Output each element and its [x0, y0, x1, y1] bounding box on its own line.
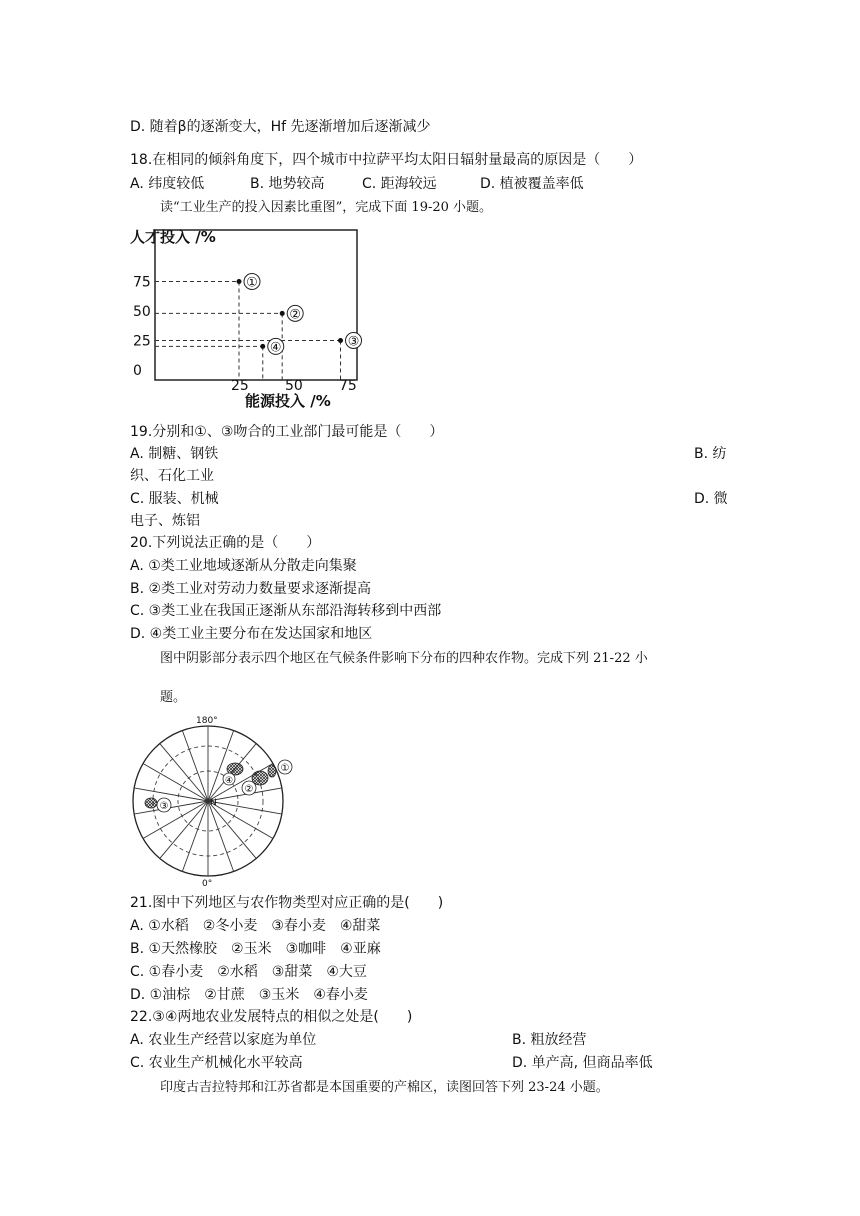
- point-label: ②: [289, 307, 302, 323]
- x-tick-label: 25: [231, 378, 249, 394]
- q18-option-d: D. 植被覆盖率低: [480, 176, 584, 192]
- q18-option-a: A. 纬度较低: [130, 176, 205, 192]
- q18-option-c: C. 距海较远: [362, 176, 437, 192]
- q20-option-a: A. ①类工业地域逐渐从分散走向集聚: [130, 558, 357, 574]
- q22-option-b: B. 粗放经营: [512, 1032, 587, 1048]
- point-label: ④: [269, 340, 282, 356]
- q18-option-b: B. 地势较高: [250, 176, 325, 192]
- y-tick-label: 75: [133, 274, 151, 291]
- q21-option-a: A. ①水稻 ②冬小麦 ③春小麦 ④甜菜: [130, 918, 381, 934]
- map-pole-label: N: [210, 798, 217, 808]
- data-point: [338, 338, 343, 343]
- q21-option-d: D. ①油棕 ②甘蔗 ③玉米 ④春小麦: [130, 987, 368, 1003]
- q22-stem: 22.③④两地农业发展特点的相似之处是( ): [130, 1009, 413, 1025]
- meridian-line: [182, 731, 208, 801]
- q20-option-d: D. ④类工业主要分布在发达国家和地区: [130, 626, 373, 642]
- q21-option-c: C. ①春小麦 ②水稻 ③甜菜 ④大豆: [130, 964, 367, 980]
- chart-points: [155, 274, 362, 381]
- chart-xlabel: 能源投入 /%: [245, 392, 331, 410]
- industry-input-chart: [125, 222, 365, 414]
- q17-option-d: D. 随着β的逐渐变大，Hf 先逐渐增加后逐渐减少: [130, 119, 431, 135]
- q20-option-b: B. ②类工业对劳动力数量要求逐渐提高: [130, 581, 372, 597]
- point-label: ③: [347, 334, 360, 350]
- intro-23-24: 印度古吉拉特邦和江苏省都是本国重要的产棉区，读图回答下列 23-24 小题。: [160, 1080, 609, 1095]
- map-label-4: ④: [224, 776, 234, 786]
- polar-crop-map: [126, 712, 296, 890]
- q19-stem: 19.分别和①、③吻合的工业部门最可能是（ ）: [130, 424, 444, 440]
- q19-option-c: C. 服装、机械: [130, 491, 219, 507]
- map-label-0: 0°: [202, 879, 213, 889]
- map-label-180: 180°: [196, 716, 218, 726]
- q22-option-d: D. 单产高, 但商品率低: [512, 1055, 653, 1071]
- map-label-1: ①: [280, 763, 290, 774]
- q19-option-b-part2: 织、石化工业: [130, 468, 214, 484]
- q20-stem: 20.下列说法正确的是（ ）: [130, 535, 321, 551]
- q21-option-b: B. ①天然橡胶 ②玉米 ③咖啡 ④亚麻: [130, 941, 381, 957]
- meridian-line: [182, 801, 208, 871]
- chart-ticks: [133, 275, 357, 395]
- chart-frame: [155, 230, 357, 380]
- q22-option-a: A. 农业生产经营以家庭为单位: [130, 1032, 317, 1048]
- x-tick-label: 50: [285, 378, 303, 394]
- q22-option-c: C. 农业生产机械化水平较高: [130, 1055, 303, 1071]
- intro-21-22-line2: 题。: [160, 690, 187, 705]
- y-tick-label: 50: [133, 304, 151, 320]
- x-tick-label: 75: [339, 378, 357, 394]
- q19-option-d-part1: D. 微: [694, 491, 728, 507]
- q19-option-d-part2: 电子、炼铝: [130, 513, 200, 529]
- map-label-2: ②: [244, 784, 254, 795]
- meridian-line: [208, 801, 256, 858]
- data-point: [260, 344, 265, 349]
- meridian-line: [208, 801, 234, 871]
- map-label-3: ③: [159, 801, 169, 812]
- crop-region-2: [252, 771, 268, 785]
- q18-stem: 18.在相同的倾斜角度下，四个城市中拉萨平均太阳日辐射量最高的原因是（ ）: [130, 152, 643, 168]
- chart-ylabel: 人才投入 /%: [130, 228, 216, 246]
- data-point: [237, 279, 242, 284]
- point-label: ①: [246, 275, 258, 291]
- y-tick-label: 0: [133, 363, 142, 379]
- intro-21-22-line1: 图中阴影部分表示四个地区在气候条件影响下分布的四种农作物。完成下列 21-22 小: [160, 651, 648, 666]
- q19-option-a: A. 制糖、钢铁: [130, 446, 219, 462]
- q20-option-c: C. ③类工业在我国正逐渐从东部沿海转移到中西部: [130, 603, 442, 619]
- y-tick-label: 25: [133, 333, 151, 350]
- q19-option-b-part1: B. 纺: [694, 446, 727, 462]
- crop-region-3: [145, 798, 157, 808]
- intro-19-20: 读“工业生产的投入因素比重图”，完成下面 19-20 小题。: [160, 200, 493, 215]
- q21-stem: 21.图中下列地区与农作物类型对应正确的是( ): [130, 895, 444, 911]
- crop-region-1: [268, 765, 276, 777]
- data-point: [280, 311, 285, 316]
